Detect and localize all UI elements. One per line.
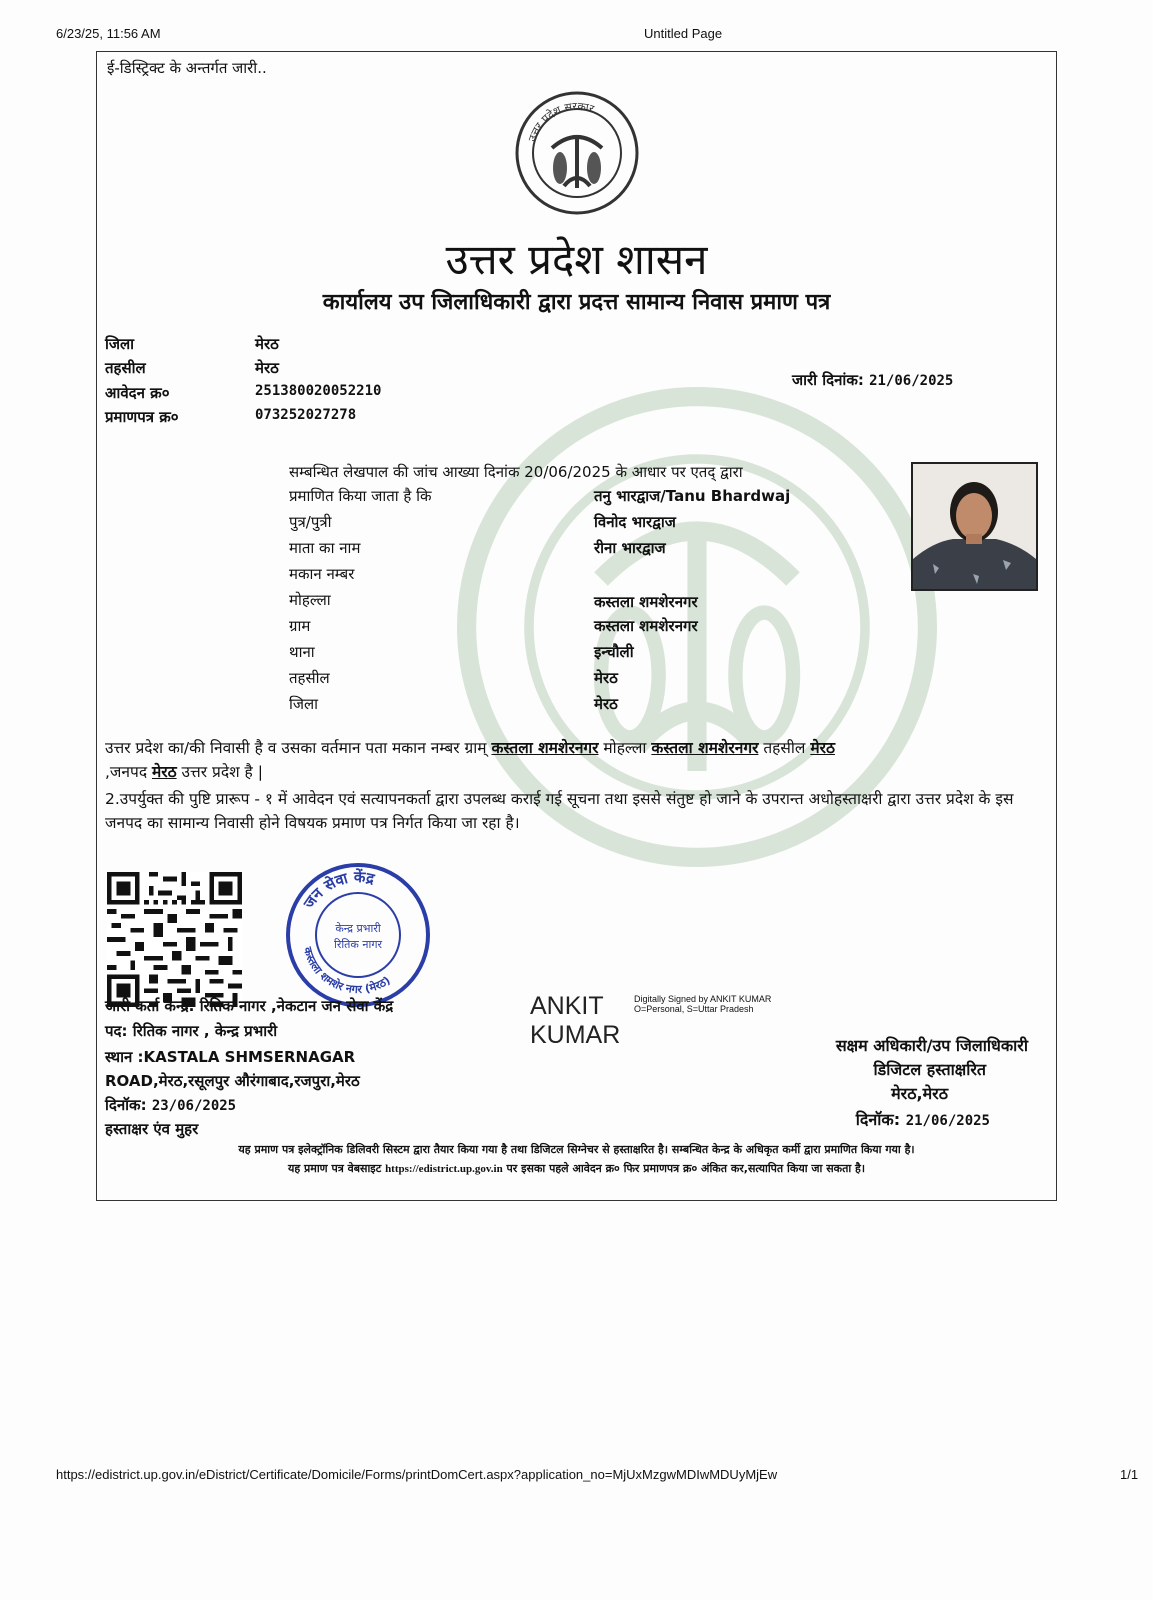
print-page-title: Untitled Page — [644, 26, 723, 41]
issuer-sign-label: हस्ताक्षर एंव मुहर — [105, 1120, 199, 1138]
district-value: मेरठ — [255, 335, 279, 353]
authority-line1: सक्षम अधिकारी/उप जिलाधिकारी — [835, 1036, 1028, 1055]
field-value-district: मेरठ — [594, 695, 618, 713]
para1-text-2: मोहल्ला — [598, 739, 652, 757]
jan-seva-kendra-stamp — [283, 860, 433, 1010]
field-label-certified: प्रमाणित किया जाता है कि — [289, 487, 432, 505]
signature-name-line2: KUMAR — [530, 1021, 621, 1049]
issue-date — [792, 370, 953, 390]
issuer-post: पद: रितिक नागर , केन्द्र प्रभारी — [105, 1022, 278, 1040]
stamp-center-line2: रितिक नागर — [333, 938, 383, 951]
issuer-date-label: दिनॉक: — [105, 1096, 147, 1114]
authority-date-label: दिनॉक: — [855, 1110, 901, 1129]
field-label-police-station: थाना — [289, 643, 315, 661]
issuer-place-line2: ROAD,मेरठ,रसूलपुर औरंगाबाद,रजपुरा,मेरठ — [105, 1072, 360, 1090]
certificate-subtitle: कार्यालय उप जिलाधिकारी द्वारा प्रदत्त सामान्य निवास प्रमाण पत्र — [322, 290, 831, 315]
para1-text-4: ,जनपद — [105, 763, 152, 781]
footer-note-line1: यह प्रमाण पत्र इलेक्ट्रॉनिक डिलिवरी सिस्टम द्वारा तैयार किया गया है तथा डिजिटल सिग्नेचर से हस्ताक्षरित है। सम्बन्धित केन्द्र के अधिकृत कर्मी द्वारा प्रमाणित किया गया है। — [238, 1143, 915, 1156]
certificate-frame — [96, 51, 1057, 1201]
emblem-text: उत्तर प्रदेश सरकार — [525, 99, 596, 144]
footer-note-text-b: पर इसका पहले आवेदन क्र० फिर प्रमाणपत्र क्र० अंकित कर,सत्यापित किया जा सकता है। — [502, 1162, 866, 1175]
issuer-place-line1: स्थान :KASTALA SHMSERNAGAR — [105, 1048, 356, 1066]
qr-code — [107, 872, 242, 1007]
field-label-house-no: मकान नम्बर — [289, 565, 355, 583]
issued-under-text: ई-डिस्ट्रिक्ट के अन्तर्गत जारी.. — [107, 59, 267, 77]
para1-mohalla: कस्तला शमशेरनगर — [651, 739, 759, 757]
district-label: जिला — [105, 335, 135, 353]
up-government-emblem — [512, 88, 642, 218]
authority-date-value: 21/06/2025 — [905, 1113, 990, 1129]
digital-signature-meta: Digitally Signed by ANKIT KUMAR O=Personal, S=Uttar Pradesh — [634, 994, 772, 1014]
print-datetime: 6/23/25, 11:56 AM — [56, 26, 161, 41]
intro-line: सम्बन्धित लेखपाल की जांच आख्या दिनांक 20/06/2025 के आधार पर एतद् द्वारा — [289, 463, 743, 481]
print-url: https://edistrict.up.gov.in/eDistrict/Certificate/Domicile/Forms/printDomCert.aspx?application_no=MjUxMzgwMDIwMDUyMjEw — [56, 1467, 778, 1482]
confirmation-paragraph: 2.उपर्युक्त की पुष्टि प्रारूप - १ में आवेदन एवं सत्यापनकर्ता द्वारा उपलब्ध कराई गई सूचना तथा इससे संतुष्ट हो जाने के उपरान्त अधोहस्ताक्षरी द्वारा उत्तर प्रदेश के इस जनपद का सामान्य निवासी होने विषयक प्रमाण पत्र निर्गत किया जा रहा है। — [105, 790, 1014, 832]
applicant-photo — [911, 462, 1038, 591]
government-title: उत्तर प्रदेश शासन — [445, 235, 708, 284]
svg-text:जन सेवा केंद्र — [299, 868, 377, 913]
tehsil-label: तहसील — [105, 359, 146, 377]
authority-line2: डिजिटल हस्ताक्षरित — [873, 1060, 986, 1079]
field-label-mohalla: मोहल्ला — [289, 591, 331, 609]
application-no-value: 25138002005221​0 — [255, 383, 382, 399]
field-label-mother: माता का नाम — [289, 539, 361, 557]
field-value-village: कस्तला शमशेरनगर — [594, 617, 698, 635]
certificate-no-value: 073252027278 — [255, 407, 357, 423]
tehsil-value: मेरठ — [255, 359, 279, 377]
para1-district: मेरठ — [152, 763, 177, 781]
footer-note-text-a: यह प्रमाण पत्र वेबसाइट — [287, 1162, 386, 1175]
signature-name-line1: ANKIT — [530, 992, 604, 1020]
field-value-mother: रीना भारद्वाज — [594, 539, 666, 557]
application-no-label: आवेदन क्र० — [105, 384, 170, 402]
issuer-date-value: 23/06/2025 — [151, 1098, 237, 1114]
para1-text-5: उत्तर प्रदेश है | — [176, 763, 263, 781]
certificate-no-label: प्रमाणपत्र क्र० — [105, 408, 179, 426]
para1-tehsil: मेरठ — [810, 739, 835, 757]
field-label-district: जिला — [289, 695, 319, 713]
verification-website-link[interactable]: https://edistrict.up.gov.in — [385, 1163, 503, 1175]
para1-text-3: तहसील — [758, 739, 811, 757]
field-label-village: ग्राम — [289, 617, 311, 635]
digital-signature-name — [530, 992, 620, 1050]
residence-paragraph — [105, 736, 1045, 784]
footer-note-line2 — [97, 1161, 1056, 1176]
issue-date-value: 21/06/2025 — [869, 373, 954, 389]
authority-line3: मेरठ,मेरठ — [891, 1084, 948, 1103]
issue-date-label: जारी दिनांक: — [792, 371, 864, 389]
stamp-center-line1: केन्द्र प्रभारी — [335, 922, 381, 935]
authority-date — [856, 1108, 990, 1130]
field-label-tehsil: तहसील — [289, 669, 330, 687]
field-value-father: विनोद भारद्वाज — [594, 513, 676, 531]
para1-text-1: उत्तर प्रदेश का/की निवासी है व उसका वर्तमान पता मकान नम्बर ग्राम् — [105, 739, 492, 757]
para1-village: कस्तला शमशेरनगर — [491, 739, 599, 757]
field-label-child-of: पुत्र/पुत्री — [289, 513, 332, 531]
issuer-date — [105, 1095, 236, 1115]
print-page-number: 1/1 — [1120, 1467, 1139, 1482]
field-value-police-station: इन्चौली — [594, 643, 634, 661]
field-value-name: तनु भारद्वाज/Tanu Bhardwaj — [594, 487, 791, 505]
field-value-tehsil: मेरठ — [594, 669, 618, 687]
stamp-bottom-text: कस्तला शमशेर नगर (मेरठ) — [300, 945, 393, 997]
issuer-center: जारी कर्ता केन्द्र: रितिक नागर ,नेकटान जन सेवा केंद्र — [105, 997, 394, 1015]
field-value-mohalla: कस्तला शमशेरनगर — [594, 593, 698, 611]
stamp-top-text: जन सेवा केंद्र — [299, 867, 377, 912]
